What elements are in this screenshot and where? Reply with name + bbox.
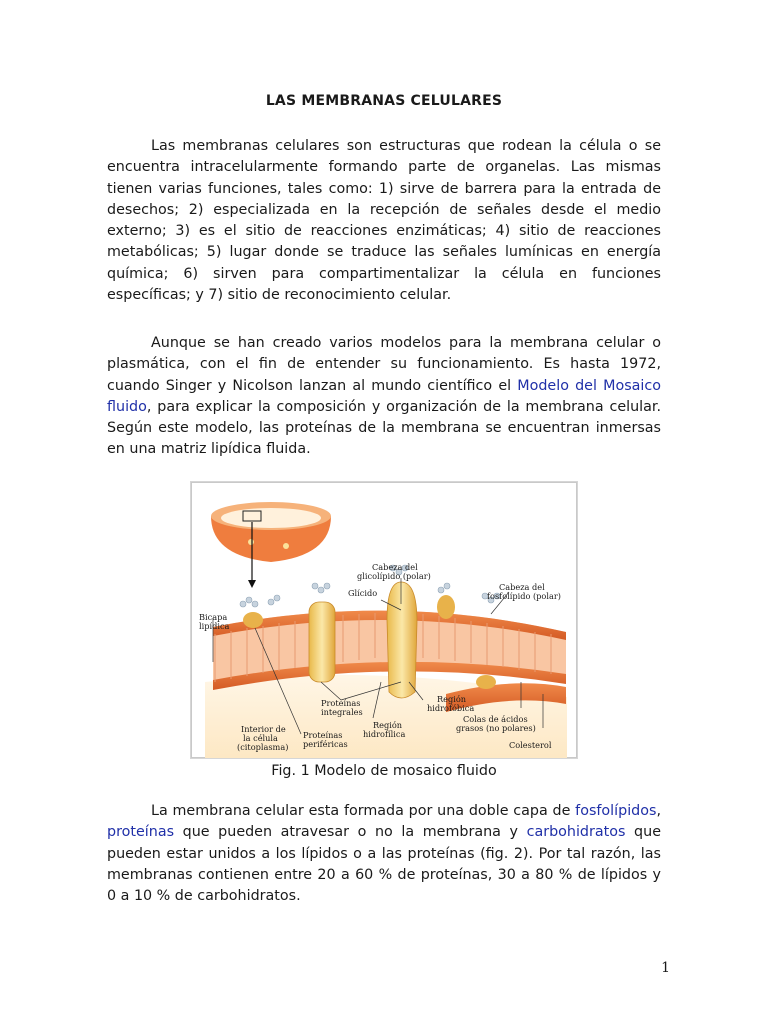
mosaic-model-link[interactable]: Modelo del Mosaico fluido bbox=[107, 377, 661, 415]
fluid-mosaic-figure bbox=[190, 481, 578, 759]
label-integral-proteins: Proteínas bbox=[321, 698, 361, 708]
label-hydrophilic: Región bbox=[373, 720, 403, 730]
paragraph-intro-text: Las membranas celulares son estructuras que rodean la célula o se encuentra intracelularmente formando parte de organelas. Las mismas tienen varias funciones, tales como: 1) sirve de barrera para la entrada de desechos; 2) especializada en la recepción de señales desde el medio externo; 3) es el sitio de reacciones enzimáticas; 4) sitio de reacciones metabólicas; 5) lugar donde se traduce las señales lumínicas en energía química; 6) sirven para compartimentalizar la célula en funciones específicas; y 7) sitio de reconocimiento celular. bbox=[107, 138, 661, 304]
page-number: 1 bbox=[661, 960, 670, 976]
carbohydrates-link[interactable]: carbohidratos bbox=[526, 824, 626, 841]
label-interior-3: (citoplasma) bbox=[237, 742, 289, 752]
label-phospholipid-head-2: fosfolípido (polar) bbox=[487, 591, 561, 601]
label-bilayer: Bicapa bbox=[199, 612, 228, 622]
label-cholesterol: Colesterol bbox=[509, 740, 552, 750]
proteins-link[interactable]: proteínas bbox=[107, 824, 175, 841]
peripheral-protein bbox=[243, 612, 263, 628]
phospholipids-link[interactable]: fosfolípidos bbox=[575, 803, 657, 819]
label-fatty-tails-2: grasos (no polares) bbox=[456, 723, 536, 733]
label-fatty-tails: Colas de ácidos bbox=[463, 714, 528, 724]
membrane-diagram bbox=[191, 482, 577, 758]
cell-sphere-icon bbox=[211, 502, 331, 562]
label-glycolipid-head: Cabeza del bbox=[372, 562, 418, 572]
composition-text-2: , bbox=[656, 803, 661, 819]
label-hydrophilic-2: hidrofílica bbox=[363, 729, 406, 739]
composition-text-3: que pueden atravesar o no la membrana y bbox=[174, 824, 527, 841]
figure-caption: Fig. 1 Modelo de mosaico fluido bbox=[271, 763, 497, 779]
label-peripheral-proteins: Proteínas bbox=[303, 730, 343, 740]
composition-text-4: que pueden estar unidos a los lípidos o a las proteínas (fig. 2). Por tal razón, las membranas contienen entre 20 a 60 % de proteínas, 30 a 80 % de lípidos y 0 a 10 % de carbohidratos. bbox=[107, 824, 661, 905]
label-integral-proteins-2: integrales bbox=[321, 707, 363, 717]
label-glycan: Glícido bbox=[348, 588, 378, 598]
label-phospholipid-head: Cabeza del bbox=[499, 582, 545, 592]
label-interior: Interior de bbox=[241, 724, 286, 734]
page-title: LAS MEMBRANAS CELULARES bbox=[265, 93, 503, 109]
label-hydrophobic-2: hidrofóbica bbox=[427, 703, 475, 713]
label-interior-2: la célula bbox=[243, 733, 278, 743]
paragraph-model-text-a: Aunque se han creado varios modelos para la membrana celular o plasmática, con el fin de entender su funcionamiento. Es hasta 1972, cuando Singer y Nicolson lanzan al mundo científico el bbox=[107, 335, 661, 394]
label-hydrophobic: Región bbox=[437, 694, 467, 704]
label-peripheral-proteins-2: periféricas bbox=[303, 739, 348, 749]
paragraph-model-text-b: , para explicar la composición y organización de la membrana celular. Según este modelo, las proteínas de la membrana se encuentran inmersas en una matriz lipídica fluida. bbox=[107, 398, 661, 458]
paragraph-intro bbox=[107, 136, 661, 306]
paragraph-model bbox=[107, 333, 661, 461]
composition-text-1: La membrana celular esta formada por una doble capa de bbox=[151, 803, 576, 819]
label-glycolipid-head-2: glicolípido (polar) bbox=[357, 571, 431, 581]
paragraph-composition bbox=[107, 801, 661, 907]
label-bilayer-2: lipídica bbox=[199, 621, 230, 631]
